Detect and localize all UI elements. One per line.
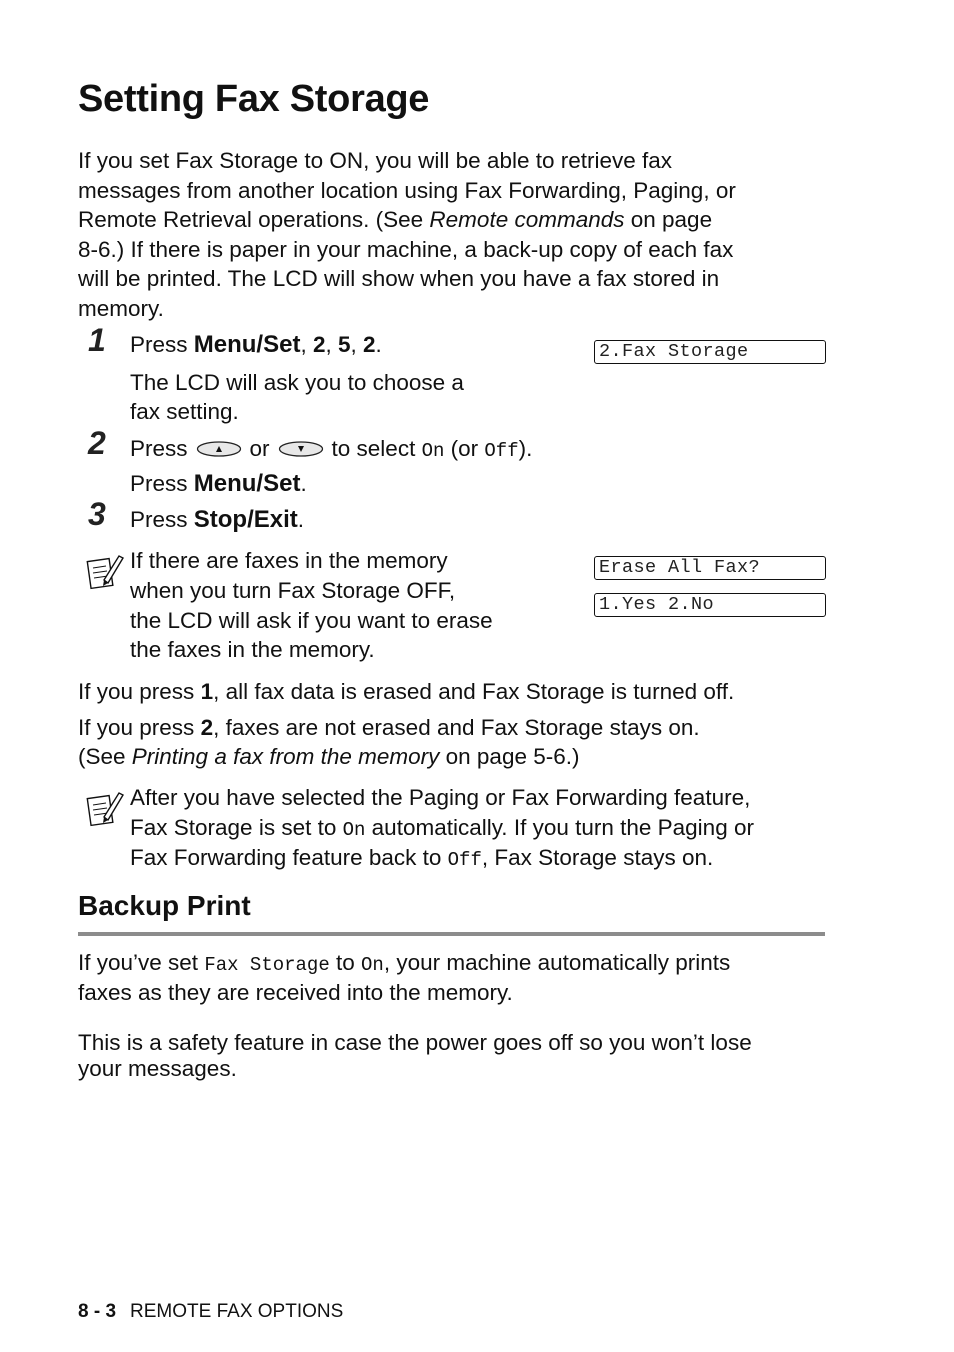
step-1-subtext: The LCD will ask you to choose a bbox=[130, 370, 464, 395]
chapter-name: REMOTE FAX OPTIONS bbox=[130, 1301, 344, 1322]
lcd-screen: Erase All Fax? bbox=[594, 556, 826, 580]
intro-line: messages from another location using Fax Forwarding, Paging, or bbox=[78, 178, 736, 203]
page-number: 8 - 3 bbox=[78, 1301, 117, 1322]
step-number: 2 bbox=[88, 425, 106, 461]
page-footer bbox=[78, 1301, 343, 1323]
note-pencil-icon bbox=[86, 789, 124, 827]
lcd-screen: 1.Yes 2.No bbox=[594, 593, 826, 617]
lcd-screen: 2.Fax Storage bbox=[594, 340, 826, 364]
note-pencil-icon bbox=[86, 552, 124, 590]
option-on: On bbox=[421, 440, 445, 462]
step-1-text: Press Menu/Set, 2, 5, 2. bbox=[130, 331, 382, 358]
safety-paragraph: This is a safety feature in case the power goes off so you won’t lose bbox=[78, 1030, 752, 1055]
press-2-paragraph: If you press 2, faxes are not erased and Fax Storage stays on. bbox=[78, 715, 700, 740]
option-off: Off bbox=[484, 440, 519, 462]
up-arrow-key-icon bbox=[196, 436, 242, 465]
option-on: On bbox=[342, 819, 366, 841]
step-2-text: Press or to select On (or Off). bbox=[130, 434, 532, 466]
press-2-reference: (See Printing a fax from the memory on page 5-6.) bbox=[78, 744, 580, 769]
backup-paragraph: If you’ve set Fax Storage to On, your machine automatically prints bbox=[78, 950, 731, 976]
option-on: On bbox=[361, 954, 384, 976]
section-divider bbox=[78, 932, 825, 936]
backup-paragraph: faxes as they are received into the memory. bbox=[78, 980, 513, 1005]
down-arrow-key-icon bbox=[278, 436, 324, 465]
cross-reference: Remote commands bbox=[429, 207, 625, 232]
intro-line: Remote Retrieval operations. (See Remote commands on page bbox=[78, 207, 713, 232]
section-heading: Backup Print bbox=[78, 890, 251, 921]
step-number: 1 bbox=[88, 322, 106, 358]
step-1-subtext: fax setting. bbox=[130, 399, 239, 424]
intro-line: If you set Fax Storage to ON, you will be able to retrieve fax bbox=[78, 148, 673, 173]
intro-line: will be printed. The LCD will show when you have a fax stored in bbox=[78, 266, 720, 291]
press-1-paragraph: If you press 1, all fax data is erased and Fax Storage is turned off. bbox=[78, 679, 735, 704]
page-title: Setting Fax Storage bbox=[78, 78, 430, 120]
step-3-text: Press Stop/Exit. bbox=[130, 506, 305, 533]
menu-option-code: Fax Storage bbox=[204, 954, 330, 976]
intro-line: 8-6.) If there is paper in your machine, a back-up copy of each fax bbox=[78, 237, 734, 262]
intro-line: memory. bbox=[78, 296, 164, 321]
option-off: Off bbox=[447, 849, 482, 871]
step-2-subtext: Press Menu/Set. bbox=[130, 470, 307, 497]
step-number: 3 bbox=[88, 496, 106, 532]
safety-paragraph: your messages. bbox=[78, 1056, 237, 1081]
cross-reference: Printing a fax from the memory bbox=[131, 744, 440, 769]
